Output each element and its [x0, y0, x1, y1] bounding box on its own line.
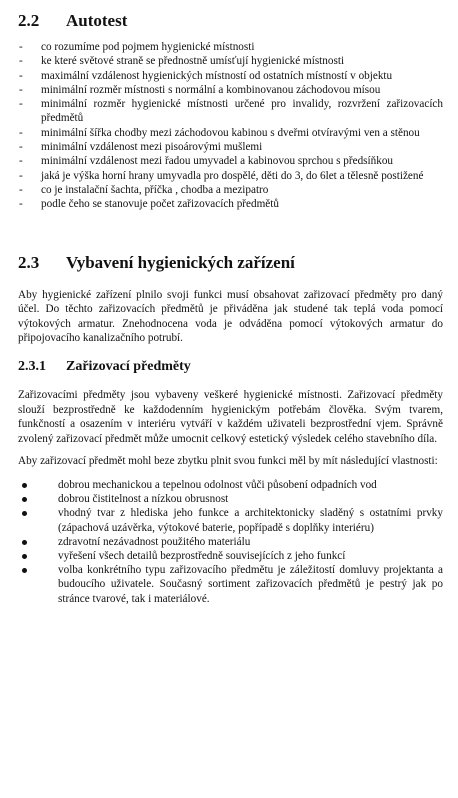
section-title: Vybavení hygienických zařízení: [66, 252, 295, 272]
properties-list: [18, 478, 443, 606]
document-page: [0, 11, 458, 798]
autotest-question-list: [18, 40, 443, 212]
section-title: Autotest: [66, 11, 128, 30]
subsection-paragraph: Aby zařizovací předmět mohl beze zbytku plnit svou funkci měl by mít následující vlastnosti:: [18, 455, 438, 468]
list-item: - minimální vzdálenost mezi řadou umyvadel a kabinovou sprchou s předsíňkou: [18, 154, 443, 168]
subsection-number: 2.3.1: [18, 358, 46, 374]
list-item: volba konkrétního typu zařizovacího předmětu je záležitostí domluvy projektanta a budoucího uživatele. Současný sortiment zařizovacích předmětů je pestrý jak po stránce tvarové, tak i materiálové.: [18, 563, 443, 606]
list-item: - minimální šířka chodby mezi záchodovou kabinou s dveřmi otvíravými ven a stěnou: [18, 126, 443, 140]
list-item: - minimální rozměr místnosti s normální a kombinovanou záchodovou mísou: [18, 83, 443, 97]
list-item: - ke které světové straně se přednostně umísťují hygienické místnosti: [18, 54, 443, 68]
subsection-title: Zařizovací předměty: [66, 358, 191, 374]
section-number: 2.3: [18, 252, 40, 272]
list-item: dobrou čistitelnost a nízkou obrusnost: [18, 492, 443, 506]
list-item: vhodný tvar z hlediska jeho funkce a architektonicky sladěný s ostatními prvky (zápachová uzávěrka, výtokové baterie, popřípadě s doplňky interiéru): [18, 506, 443, 534]
section-number: 2.2: [18, 11, 40, 30]
list-item: zdravotní nezávadnost použitého materiálu: [18, 535, 443, 549]
list-item: - podle čeho se stanovuje počet zařizovacích předmětů: [18, 197, 443, 211]
list-item: - maximální vzdálenost hygienických místností od ostatních místností v objektu: [18, 69, 443, 83]
subsection-paragraph: Zařizovacími předměty jsou vybaveny veškeré hygienické místnosti. Zařizovací předměty slouží bezprostředně ke každodenním hygienickým potřebám člověka. Svým tvarem, funkčností a osazením v interiéru vytváří v každém uživateli bezprostřední vjem. Správně zvolený zařizovací předmět může umocnit celkový estetický výsledek celého stavebního díla.: [18, 388, 443, 445]
section-paragraph: Aby hygienické zařízení plnilo svoji funkci musí obsahovat zařizovací předměty pro daný účel. Do těchto zařizovacích předmětů je přiváděna jak studené tak teplá voda pomocí výtokových armatur. Znehodnocena voda je odváděna pomocí výtokových armatur do připojovacího kanalizačního potrubí.: [18, 288, 443, 345]
list-item: dobrou mechanickou a tepelnou odolnost vůči působení odpadních vod: [18, 478, 443, 492]
list-item: - minimální vzdálenost mezi pisoárovými mušlemi: [18, 140, 443, 154]
subsection-heading-zarizovaci-predmety: [18, 359, 443, 375]
section-heading-vybaveni: [18, 253, 443, 273]
list-item: - minimální rozměr hygienické místnosti určené pro invalidy, rozvržení zařizovacích předmětů: [18, 97, 443, 126]
list-item: - co je instalační šachta, příčka , chodba a mezipatro: [18, 183, 443, 197]
list-item: vyřešení všech detailů bezprostředně souvisejících z jeho funkcí: [18, 549, 443, 563]
list-item: - co rozumíme pod pojmem hygienické místnosti: [18, 40, 443, 54]
section-heading-autotest: [18, 11, 443, 31]
list-item: - jaká je výška horní hrany umyvadla pro dospělé, děti do 3, do 6let a tělesně postižené: [18, 169, 443, 183]
